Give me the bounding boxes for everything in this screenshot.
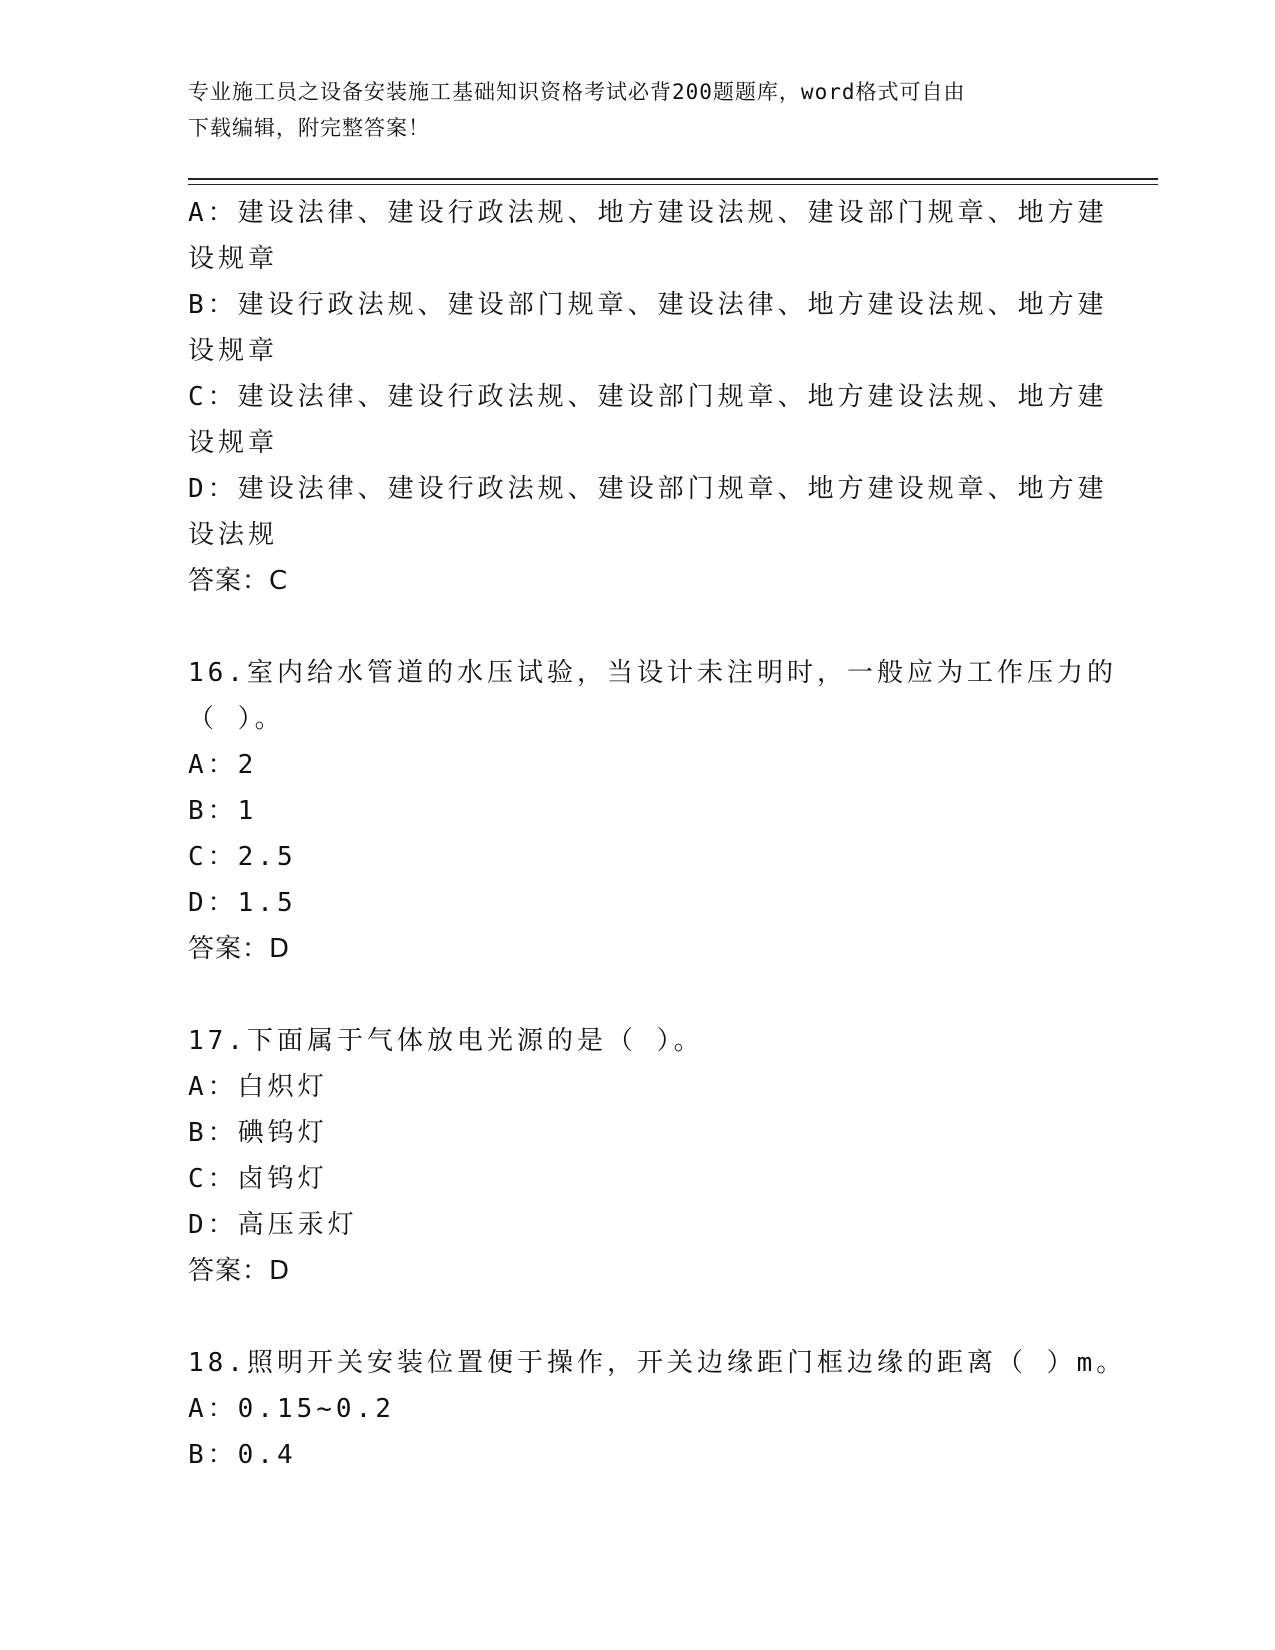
- option-d: D：1.5: [188, 888, 297, 918]
- header-divider-thin: [188, 184, 1158, 185]
- spacer: [188, 972, 1088, 1018]
- question-18: [188, 1340, 1127, 1478]
- question-15: [188, 190, 1108, 604]
- header-line-2: 下载编辑，附完整答案！: [188, 116, 430, 140]
- option-text-cont: 设规章: [188, 428, 279, 458]
- answer: 答案：D: [188, 934, 291, 964]
- option-text: A：建设法律、建设行政法规、地方建设法规、建设部门规章、地方建: [188, 198, 1108, 228]
- answer: 答案：D: [188, 1256, 291, 1286]
- option-b: B：1: [188, 796, 258, 826]
- option-text-cont: 设法规: [188, 520, 279, 550]
- spacer: [188, 1294, 1088, 1340]
- question-stem: 16.室内给水管道的水压试验，当设计未注明时，一般应为工作压力的: [188, 658, 1117, 688]
- option-a: A：白炽灯: [188, 1072, 328, 1102]
- option-a: [188, 190, 1108, 282]
- option-text: B：建设行政法规、建设部门规章、建设法律、地方建设法规、地方建: [188, 290, 1108, 320]
- header-divider-thick: [188, 178, 1158, 180]
- option-d: D：高压汞灯: [188, 1210, 358, 1240]
- question-16: [188, 650, 1117, 972]
- option-text-cont: 设规章: [188, 244, 279, 274]
- option-b: B：碘钨灯: [188, 1118, 328, 1148]
- option-text-cont: 设规章: [188, 336, 279, 366]
- option-c: C：2.5: [188, 842, 297, 872]
- option-a: A：0.15~0.2: [188, 1394, 395, 1424]
- question-stem: 17.下面属于气体放电光源的是（ ）。: [188, 1026, 704, 1056]
- option-text: D：建设法律、建设行政法规、建设部门规章、地方建设规章、地方建: [188, 474, 1108, 504]
- option-text: C：建设法律、建设行政法规、建设部门规章、地方建设法规、地方建: [188, 382, 1108, 412]
- header-line-1: 专业施工员之设备安装施工基础知识资格考试必背200题题库，word格式可自由: [188, 80, 966, 104]
- option-b: [188, 282, 1108, 374]
- question-stem: 18.照明开关安装位置便于操作，开关边缘距门框边缘的距离（ ）m。: [188, 1348, 1127, 1378]
- question-stem-cont: （ ）。: [188, 704, 285, 734]
- question-17: [188, 1018, 1088, 1294]
- option-c: C：卤钨灯: [188, 1164, 328, 1194]
- answer: 答案：C: [188, 566, 289, 596]
- option-a: A：2: [188, 750, 258, 780]
- option-b: B：0.4: [188, 1440, 297, 1470]
- document-header: [188, 74, 1088, 146]
- option-d: [188, 466, 1108, 558]
- spacer: [188, 604, 1088, 650]
- question-list: [188, 190, 1127, 1478]
- option-c: [188, 374, 1108, 466]
